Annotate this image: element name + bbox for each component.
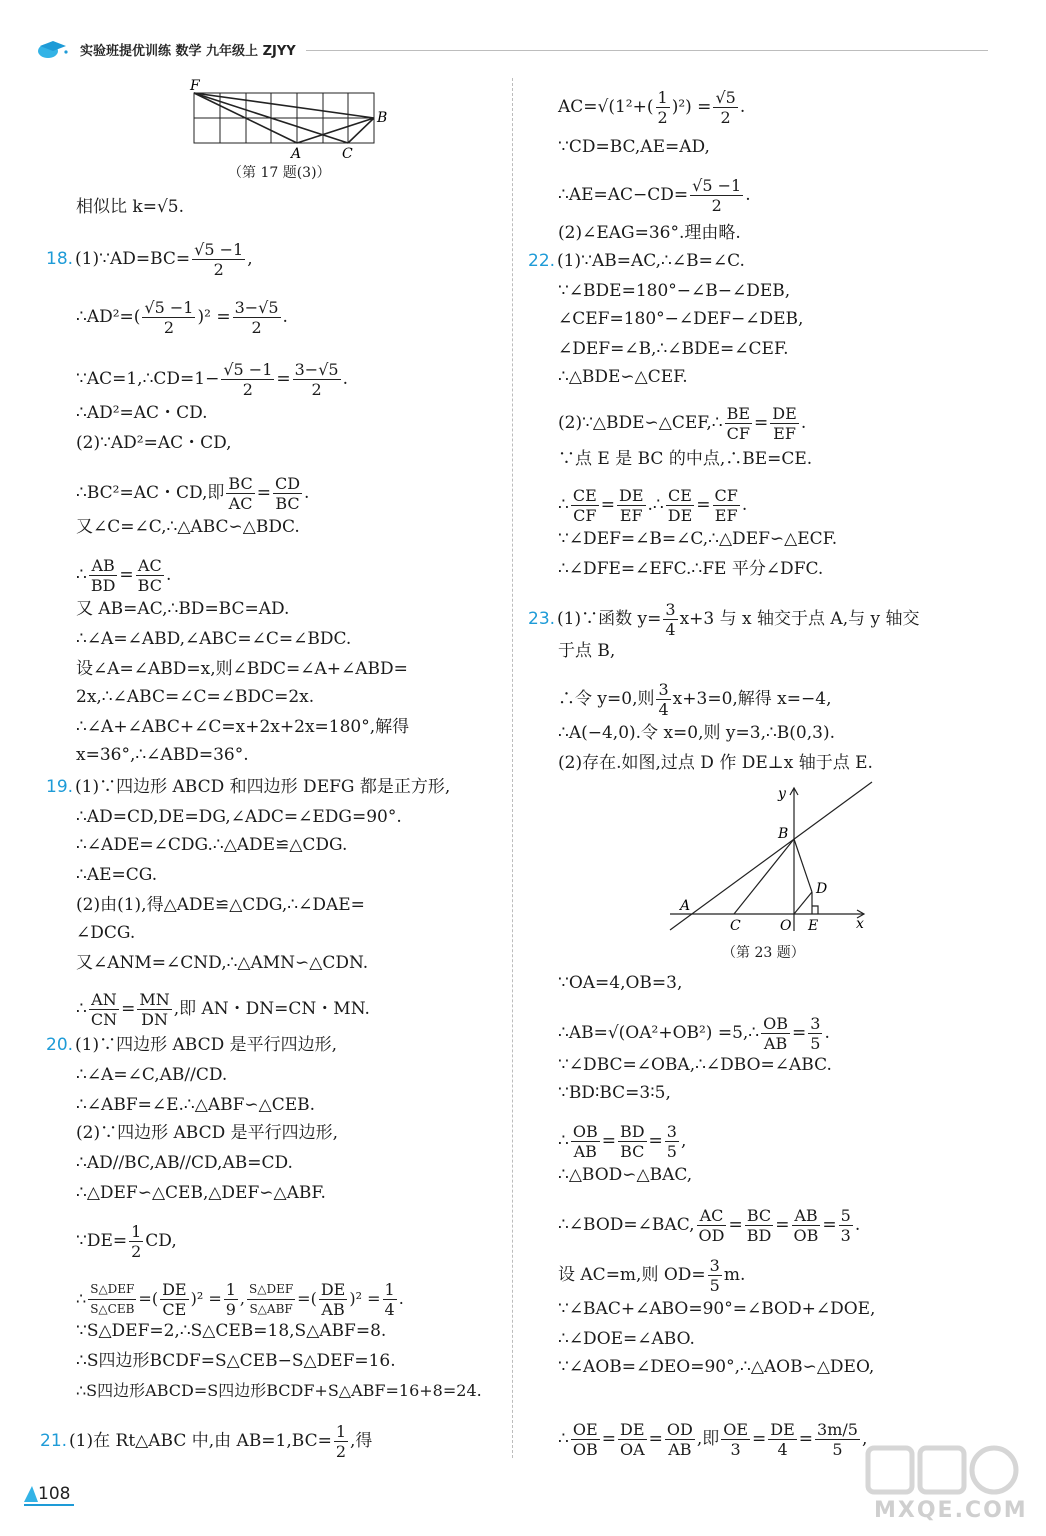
fraction: $\frac{3}{5}$ <box>709 1256 720 1295</box>
fraction: $\frac{DE}{OA}$ <box>619 1420 645 1459</box>
question-number-21: 21. <box>40 1431 68 1451</box>
text: = <box>601 1131 616 1151</box>
fraction: $\frac{AC}{BC}$ <box>137 556 162 595</box>
q18-line-13 <box>76 716 409 738</box>
fraction: $\frac{1}{2}$ <box>131 1222 142 1261</box>
text: m. <box>723 1265 746 1285</box>
fraction: $\frac{√5 -1}{2}$ <box>692 176 742 215</box>
text: ∴S四边形BCDF=S△CEB−S△DEF=16. <box>76 1351 396 1371</box>
text: 又∠ANM=∠CND,∴△AMN∽△CDN. <box>76 953 369 973</box>
q20-line-8 <box>76 1280 404 1319</box>
text: = <box>648 1131 663 1151</box>
q18-line-3 <box>76 360 348 399</box>
text: , <box>680 1131 687 1151</box>
q21-cont-line-3 <box>558 176 751 215</box>
text: ∵BD∶BC=3∶5, <box>558 1083 671 1103</box>
header-rule <box>306 50 988 51</box>
text: AC=√(1²+( <box>558 97 654 117</box>
text: CD, <box>145 1231 177 1251</box>
text: = <box>696 495 711 515</box>
text: 设 AC=m,则 OD= <box>558 1265 706 1285</box>
text: 于点 B, <box>558 641 616 661</box>
graduation-cap-icon <box>36 38 70 60</box>
figure-23-coordinate-diagram <box>664 776 874 936</box>
q21-cont-line-1 <box>558 88 745 127</box>
fraction: $\frac{\text{S△DEF}}{\text{S△ABF}}$ <box>249 1282 294 1316</box>
text: ∴AB=√(OA²+OB²) =5,∴ <box>558 1023 760 1043</box>
fraction: $\frac{OB}{AB}$ <box>763 1014 789 1053</box>
text: =( <box>138 1289 159 1308</box>
q20-line-10 <box>76 1350 396 1372</box>
q18-line-5 <box>76 432 232 454</box>
fraction: $\frac{CD}{BC}$ <box>274 474 301 513</box>
fraction: $\frac{1}{4}$ <box>384 1280 395 1319</box>
text: ∵S△DEF=2,∴S△CEB=18,S△ABF=8. <box>76 1321 387 1341</box>
q23-line-3 <box>558 680 831 719</box>
text: ∵∠DBC=∠OBA,∴∠DBO=∠ABC. <box>558 1055 832 1075</box>
fig17-label-f: F <box>190 78 200 94</box>
q18-line-14 <box>76 744 249 766</box>
fraction: $\frac{3}{5}$ <box>666 1122 677 1161</box>
watermark-logo-icon <box>862 1440 1022 1500</box>
q22-line-1 <box>528 250 745 272</box>
text: (2)∵△BDE∽△CEF,∴ <box>558 413 723 433</box>
q21-cont-line-4 <box>558 222 741 244</box>
q19-line-3 <box>76 834 347 856</box>
q18-line-6 <box>76 474 309 513</box>
text: = <box>792 1023 807 1043</box>
text: ∴ <box>558 1429 569 1449</box>
text: ∵∠AOB=∠DEO=90°,∴△AOB∽△DEO, <box>558 1357 875 1377</box>
q23-line-15 <box>558 1328 695 1350</box>
q20-line-5 <box>76 1152 293 1174</box>
figure-17-grid <box>186 76 396 166</box>
text: ∴△DEF∽△CEB,△DEF∽△ABF. <box>76 1183 326 1203</box>
q23-line-9 <box>558 1082 671 1104</box>
fraction: $\frac{√5 -1}{2}$ <box>194 240 244 279</box>
column-divider <box>512 78 513 1458</box>
q21-line-1 <box>40 1422 372 1461</box>
q22-line-4 <box>558 338 789 360</box>
text: (1)∵四边形 ABCD 和四边形 DEFG 都是正方形, <box>75 777 451 797</box>
q23-line-14 <box>558 1298 875 1320</box>
q19-line-7 <box>76 952 368 974</box>
text: ∠CEF=180°−∠DEF−∠DEB, <box>558 309 804 329</box>
fraction: $\frac{BD}{BC}$ <box>619 1122 645 1161</box>
text: ∵∠DEF=∠B=∠C,∴△DEF∽△ECF. <box>558 529 838 549</box>
text: ∵AC=1,∴CD=1− <box>76 369 220 389</box>
text: = <box>775 1215 790 1235</box>
text: ,得 <box>350 1431 373 1451</box>
text: ∴∠DFE=∠EFC.∴FE 平分∠DFC. <box>558 559 824 579</box>
text: ∴ <box>76 565 87 585</box>
fraction: $\frac{BE}{CF}$ <box>726 404 751 443</box>
text: ∴∠A=∠C,AB//CD. <box>76 1065 228 1085</box>
q18-line-10 <box>76 628 351 650</box>
fraction: $\frac{AC}{OD}$ <box>698 1206 725 1245</box>
fraction: $\frac{3-√5}{2}$ <box>294 360 339 399</box>
text: . <box>739 97 746 117</box>
text: = <box>119 565 134 585</box>
text: =( <box>297 1289 317 1308</box>
text: )² = <box>349 1289 381 1308</box>
fraction: $\frac{MN}{DN}$ <box>139 990 170 1029</box>
text: (1)在 Rt△ABC 中,由 AB=1,BC= <box>69 1431 332 1451</box>
q23-line-2 <box>558 640 615 662</box>
fig23-label-y: y <box>778 786 786 802</box>
text: , <box>247 249 253 269</box>
q18-line-1 <box>46 240 253 279</box>
fraction: $\frac{BC}{BD}$ <box>746 1206 772 1245</box>
fraction: $\frac{OE}{OB}$ <box>572 1420 598 1459</box>
q18-line-7 <box>76 516 300 538</box>
text: ∴ <box>76 1289 87 1308</box>
fraction: $\frac{1}{9}$ <box>225 1280 236 1319</box>
question-number-18: 18. <box>46 249 74 269</box>
text: ,即 AN・DN=CN・MN. <box>173 999 370 1019</box>
text: . <box>800 413 807 433</box>
text: )² = <box>197 307 231 327</box>
text: = <box>276 369 291 389</box>
text: ∵OA=4,OB=3, <box>558 973 683 993</box>
text: ∴AD²=AC・CD. <box>76 403 208 423</box>
text: )²) = <box>671 97 712 117</box>
q23-line-11 <box>558 1164 692 1186</box>
text: = <box>601 1429 616 1449</box>
fraction: $\frac{CE}{DE}$ <box>667 486 693 525</box>
text: , <box>239 1289 246 1308</box>
fig23-label-d: D <box>816 881 828 897</box>
fraction: $\frac{BC}{AC}$ <box>228 474 253 513</box>
text: . <box>824 1023 830 1043</box>
text: = <box>752 1429 767 1449</box>
q23-line-6 <box>558 972 682 994</box>
text: = <box>256 483 271 503</box>
fraction: $\frac{AB}{BD}$ <box>90 556 116 595</box>
q23-line-8 <box>558 1054 832 1076</box>
fig23-label-x: x <box>856 916 864 932</box>
q23-line-7 <box>558 1014 830 1053</box>
text: 相似比 k=√5. <box>76 197 185 217</box>
text: ∴∠ABF=∠E.∴△ABF∽△CEB. <box>76 1095 316 1115</box>
q22-line-8 <box>558 486 747 525</box>
q22-line-6 <box>558 404 806 443</box>
fraction: $\frac{√5 -1}{2}$ <box>144 298 194 337</box>
fraction: $\frac{3}{5}$ <box>810 1014 821 1053</box>
q18-line-2 <box>76 298 288 337</box>
text: ∴△BOD∽△BAC, <box>558 1165 693 1185</box>
text: = <box>754 413 769 433</box>
book-title: 实验班提优训练 数学 九年级上 ZJYY <box>80 44 296 59</box>
text: ∴AE=AC−CD= <box>558 185 689 205</box>
q23-line-17 <box>558 1420 867 1459</box>
q23-line-12 <box>558 1206 860 1245</box>
text: (2)存在.如图,过点 D 作 DE⊥x 轴于点 E. <box>558 753 873 773</box>
text: ∴∠A+∠ABC+∠C=x+2x+2x=180°,解得 <box>76 717 410 737</box>
page-header <box>36 38 988 62</box>
fraction: $\frac{DE}{AB}$ <box>320 1280 346 1319</box>
q20-line-6 <box>76 1182 326 1204</box>
fraction: $\frac{CF}{EF}$ <box>714 486 738 525</box>
question-number-20: 20. <box>46 1035 74 1055</box>
text: ∴△BDE∽△CEF. <box>558 367 688 387</box>
text: = <box>648 1429 663 1449</box>
q19-line-2 <box>76 806 402 828</box>
fig17-label-b: B <box>377 110 388 126</box>
text: (2)∠EAG=36°.理由略. <box>558 223 741 243</box>
fraction: $\frac{DE}{CE}$ <box>162 1280 187 1319</box>
text: 2x,∴∠ABC=∠C=∠BDC=2x. <box>76 687 315 707</box>
q18-line-11 <box>76 658 408 680</box>
fraction: $\frac{3m/5}{5}$ <box>817 1420 858 1459</box>
text: ∵CD=BC,AE=AD, <box>558 137 710 157</box>
fraction: $\frac{AB}{OB}$ <box>793 1206 819 1245</box>
fraction: $\frac{3-√5}{2}$ <box>234 298 279 337</box>
text: ∴AE=CG. <box>76 865 158 885</box>
text: (2)∵AD²=AC・CD, <box>76 433 232 453</box>
text: . <box>165 565 172 585</box>
text: . <box>304 483 310 503</box>
text: ∠DCG. <box>76 923 136 943</box>
text: . <box>745 185 751 205</box>
fraction: $\frac{1}{2}$ <box>657 88 668 127</box>
q18-line-4 <box>76 402 208 424</box>
text: ∴∠A=∠ABD,∠ABC=∠C=∠BDC. <box>76 629 352 649</box>
text: ∴BC²=AC・CD,即 <box>76 483 225 503</box>
fraction: $\frac{3}{4}$ <box>658 680 669 719</box>
q23-line-13 <box>558 1256 745 1295</box>
figure-23-caption: （第 23 题） <box>722 945 805 961</box>
text: ∴∠BOD=∠BAC, <box>558 1215 695 1235</box>
text: ∴ <box>558 495 569 515</box>
question-number-23: 23. <box>528 609 556 629</box>
watermark-text: MXQE.COM <box>874 1498 1028 1523</box>
fig17-label-a: A <box>291 146 302 162</box>
q19-line-6 <box>76 922 135 944</box>
q21-cont-line-2 <box>558 136 710 158</box>
text: ∴令 y=0,则 <box>558 689 655 709</box>
q19-line-8 <box>76 990 370 1029</box>
text: ∴∠DOE=∠ABO. <box>558 1329 695 1349</box>
text: ∵点 E 是 BC 的中点,∴BE=CE. <box>558 449 813 469</box>
text: (1)∵AB=AC,∴∠B=∠C. <box>557 251 745 271</box>
text: )² = <box>190 1289 222 1308</box>
text: x+3 与 x 轴交于点 A,与 y 轴交 <box>679 609 920 629</box>
q23-line-16 <box>558 1356 874 1378</box>
q20-line-4 <box>76 1122 338 1144</box>
text: ∴S四边形ABCD=S四边形BCDF+S△ABF=16+8=24. <box>76 1381 482 1400</box>
fraction: $\frac{5}{3}$ <box>840 1206 851 1245</box>
fig23-label-b: B <box>778 826 789 842</box>
q20-line-2 <box>76 1064 227 1086</box>
fraction: $\frac{\text{S△DEF}}{\text{S△CEB}}$ <box>90 1282 135 1316</box>
fraction: $\frac{OD}{AB}$ <box>666 1420 693 1459</box>
fraction: $\frac{OE}{3}$ <box>723 1420 749 1459</box>
q23-line-4 <box>558 722 835 744</box>
q23-line-5 <box>558 752 873 774</box>
q22-line-10 <box>558 558 823 580</box>
text: ∴ <box>558 1131 569 1151</box>
q20-line-11 <box>76 1380 482 1402</box>
text: = <box>728 1215 743 1235</box>
text: = <box>822 1215 837 1235</box>
fig23-label-a: A <box>680 898 691 914</box>
fraction: $\frac{AN}{CN}$ <box>90 990 118 1029</box>
q20-line-9 <box>76 1320 386 1342</box>
text: 又 AB=AC,∴BD=BC=AD. <box>76 599 290 619</box>
page-number: 108 <box>38 1484 71 1504</box>
q18-line-9 <box>76 598 289 620</box>
q20-line-1 <box>46 1034 337 1056</box>
text: ∠DEF=∠B,∴∠BDE=∠CEF. <box>558 339 789 359</box>
text: ∴A(−4,0).令 x=0,则 y=3,∴B(0,3). <box>558 723 835 743</box>
text: ∴ <box>76 999 87 1019</box>
text: x+3=0,解得 x=−4, <box>672 689 832 709</box>
fraction: $\frac{1}{2}$ <box>335 1422 347 1461</box>
text: (1)∵AD=BC= <box>75 249 191 269</box>
q19-line-4 <box>76 864 157 886</box>
text: ∴AD//BC,AB//CD,AB=CD. <box>76 1153 293 1173</box>
text: (1)∵四边形 ABCD 是平行四边形, <box>75 1035 338 1055</box>
watermark <box>862 1440 1028 1528</box>
q18-line-12 <box>76 686 314 708</box>
text: x=36°,∴∠ABD=36°. <box>76 745 249 765</box>
q20-line-7 <box>76 1222 177 1261</box>
q19-line-5 <box>76 894 365 916</box>
text: = <box>121 999 136 1019</box>
text: . <box>342 369 348 389</box>
text: ,即 <box>696 1429 720 1449</box>
fraction: $\frac{√5 -1}{2}$ <box>223 360 273 399</box>
fraction: $\frac{DE}{EF}$ <box>772 404 797 443</box>
fig23-label-c: C <box>730 918 741 934</box>
q22-line-2 <box>558 280 790 302</box>
fraction: $\frac{OB}{AB}$ <box>572 1122 598 1161</box>
text: 又∠C=∠C,∴△ABC∽△BDC. <box>76 517 300 537</box>
fraction: $\frac{DE}{EF}$ <box>619 486 644 525</box>
q23-line-1 <box>528 600 920 639</box>
question-number-19: 19. <box>46 777 74 797</box>
text: ∴∠ADE=∠CDG.∴△ADE≌△CDG. <box>76 835 348 855</box>
text: ∵DE= <box>76 1231 128 1251</box>
text: , <box>861 1429 868 1449</box>
similar-ratio-line <box>76 196 184 218</box>
q22-line-7 <box>558 448 812 470</box>
fraction: $\frac{3}{4}$ <box>665 600 676 639</box>
text: .∴ <box>647 495 664 515</box>
text: = <box>798 1429 814 1449</box>
text: (1)∵函数 y= <box>557 609 662 629</box>
figure-17-caption: （第 17 题(3)） <box>228 165 331 181</box>
text: ∴AD²=( <box>76 307 141 327</box>
text: (2)由(1),得△ADE≌△CDG,∴∠DAE= <box>76 895 365 915</box>
fraction: $\frac{DE}{4}$ <box>770 1420 795 1459</box>
text: ∴AD=CD,DE=DG,∠ADC=∠EDG=90°. <box>76 807 402 827</box>
text: . <box>741 495 748 515</box>
text: ∵∠BAC+∠ABO=90°=∠BOD+∠DOE, <box>558 1299 876 1319</box>
text: (2)∵四边形 ABCD 是平行四边形, <box>76 1123 339 1143</box>
q23-line-10 <box>558 1122 686 1161</box>
text: . <box>854 1215 861 1235</box>
q20-line-3 <box>76 1094 315 1116</box>
text: = <box>600 495 615 515</box>
q22-line-9 <box>558 528 837 550</box>
fraction: $\frac{√5}{2}$ <box>715 88 736 127</box>
text: 设∠A=∠ABD=x,则∠BDC=∠A+∠ABD= <box>76 659 408 679</box>
q22-line-3 <box>558 308 803 330</box>
fig23-label-o: O <box>780 918 792 934</box>
q19-line-1 <box>46 776 450 798</box>
text: ∵∠BDE=180°−∠B−∠DEB, <box>558 281 791 301</box>
text: . <box>282 307 288 327</box>
fig17-label-c: C <box>342 146 353 162</box>
text: . <box>398 1289 404 1308</box>
question-number-22: 22. <box>528 251 556 271</box>
fig23-label-e: E <box>808 918 819 934</box>
fraction: $\frac{CE}{CF}$ <box>572 486 597 525</box>
page-number-badge <box>22 1482 76 1508</box>
q22-line-5 <box>558 366 688 388</box>
q18-line-8 <box>76 556 171 595</box>
